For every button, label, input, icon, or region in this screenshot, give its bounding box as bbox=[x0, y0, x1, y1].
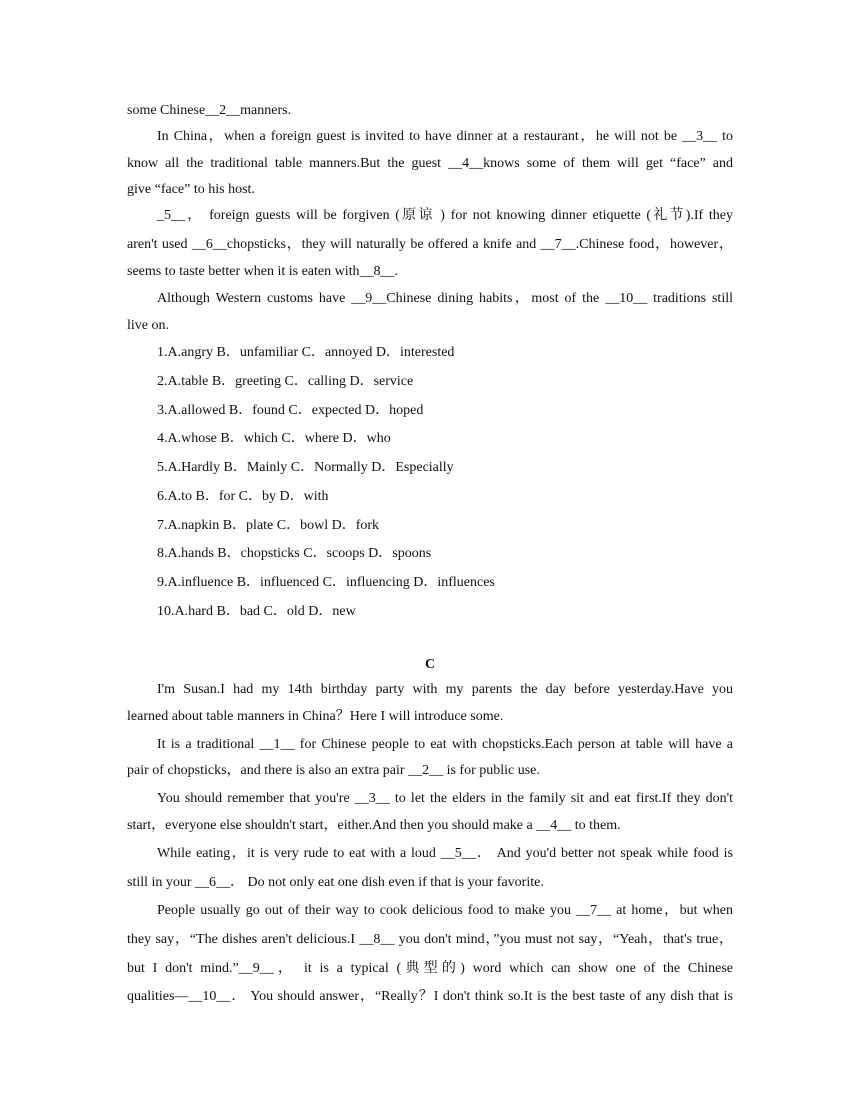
passage-line: they say，“The dishes aren't delicious.I __8__ you don't mind，”you must not say，“Yeah，that's true， bbox=[127, 932, 733, 947]
passage-line: It is a traditional __1__ for Chinese people to eat with chopsticks.Each person at table will have a bbox=[157, 737, 733, 752]
section-heading: C bbox=[424, 657, 436, 672]
passage-line: aren't used __6__chopsticks，they will naturally be offered a knife and __7__.Chinese food，however， bbox=[127, 237, 733, 252]
passage-line: qualities—__10__． You should answer，“Really？I don't think so.It is the best taste of any dish that is bbox=[127, 989, 733, 1004]
passage-line: Although Western customs have __9__Chinese dining habits，most of the __10__ traditions still bbox=[157, 291, 733, 306]
passage-line: learned about table manners in China？Here I will introduce some. bbox=[127, 709, 504, 724]
passage-line: I'm Susan.I had my 14th birthday party with my parents the day before yesterday.Have you bbox=[157, 682, 733, 697]
passage-line: live on. bbox=[127, 318, 169, 333]
passage-line: In China，when a foreign guest is invited to have dinner at a restaurant，he will not be __3__ to bbox=[157, 129, 733, 144]
question-item: 7.A.napkin B．plate C．bowl D．fork bbox=[157, 518, 380, 533]
passage-line: give “face” to his host. bbox=[127, 182, 255, 197]
passage-line: pair of chopsticks，and there is also an extra pair __2__ is for public use. bbox=[127, 763, 540, 778]
question-item: 4.A.whose B．which C．where D．who bbox=[157, 431, 391, 446]
passage-line: but I don't mind.”__9__， it is a typical (典型的) word which can show one of the Chinese bbox=[127, 961, 733, 976]
passage-line: You should remember that you're __3__ to let the elders in the family sit and eat first.If they don't bbox=[157, 791, 733, 806]
question-item: 2.A.table B．greeting C．calling D．service bbox=[157, 374, 414, 389]
passage-line: start，everyone else shouldn't start，either.And then you should make a __4__ to them. bbox=[127, 818, 621, 833]
question-item: 8.A.hands B．chopsticks C．scoops D．spoons bbox=[157, 546, 432, 561]
question-item: 3.A.allowed B．found C．expected D．hoped bbox=[157, 403, 424, 418]
passage-line: People usually go out of their way to cook delicious food to make you __7__ at home，but when bbox=[157, 903, 733, 918]
passage-line: _5__， foreign guests will be forgiven (原谅 ) for not knowing dinner etiquette (礼节).If they bbox=[157, 208, 733, 223]
question-item: 9.A.influence B．influenced C．influencing D．influences bbox=[157, 575, 495, 590]
passage-line: know all the traditional table manners.But the guest __4__knows some of them will get “face” and bbox=[127, 156, 733, 171]
passage-line: still in your __6__． Do not only eat one dish even if that is your favorite. bbox=[127, 875, 544, 890]
passage-line: some Chinese__2__manners. bbox=[127, 103, 292, 118]
question-item: 10.A.hard B．bad C．old D．new bbox=[157, 604, 356, 619]
question-item: 1.A.angry B．unfamiliar C．annoyed D．interested bbox=[157, 345, 455, 360]
passage-line: While eating，it is very rude to eat with a loud __5__． And you'd better not speak while food is bbox=[157, 846, 733, 861]
question-item: 6.A.to B．for C．by D．with bbox=[157, 489, 329, 504]
question-item: 5.A.Hardly B．Mainly C．Normally D．Especially bbox=[157, 460, 454, 475]
passage-line: seems to taste better when it is eaten with__8__. bbox=[127, 264, 398, 279]
